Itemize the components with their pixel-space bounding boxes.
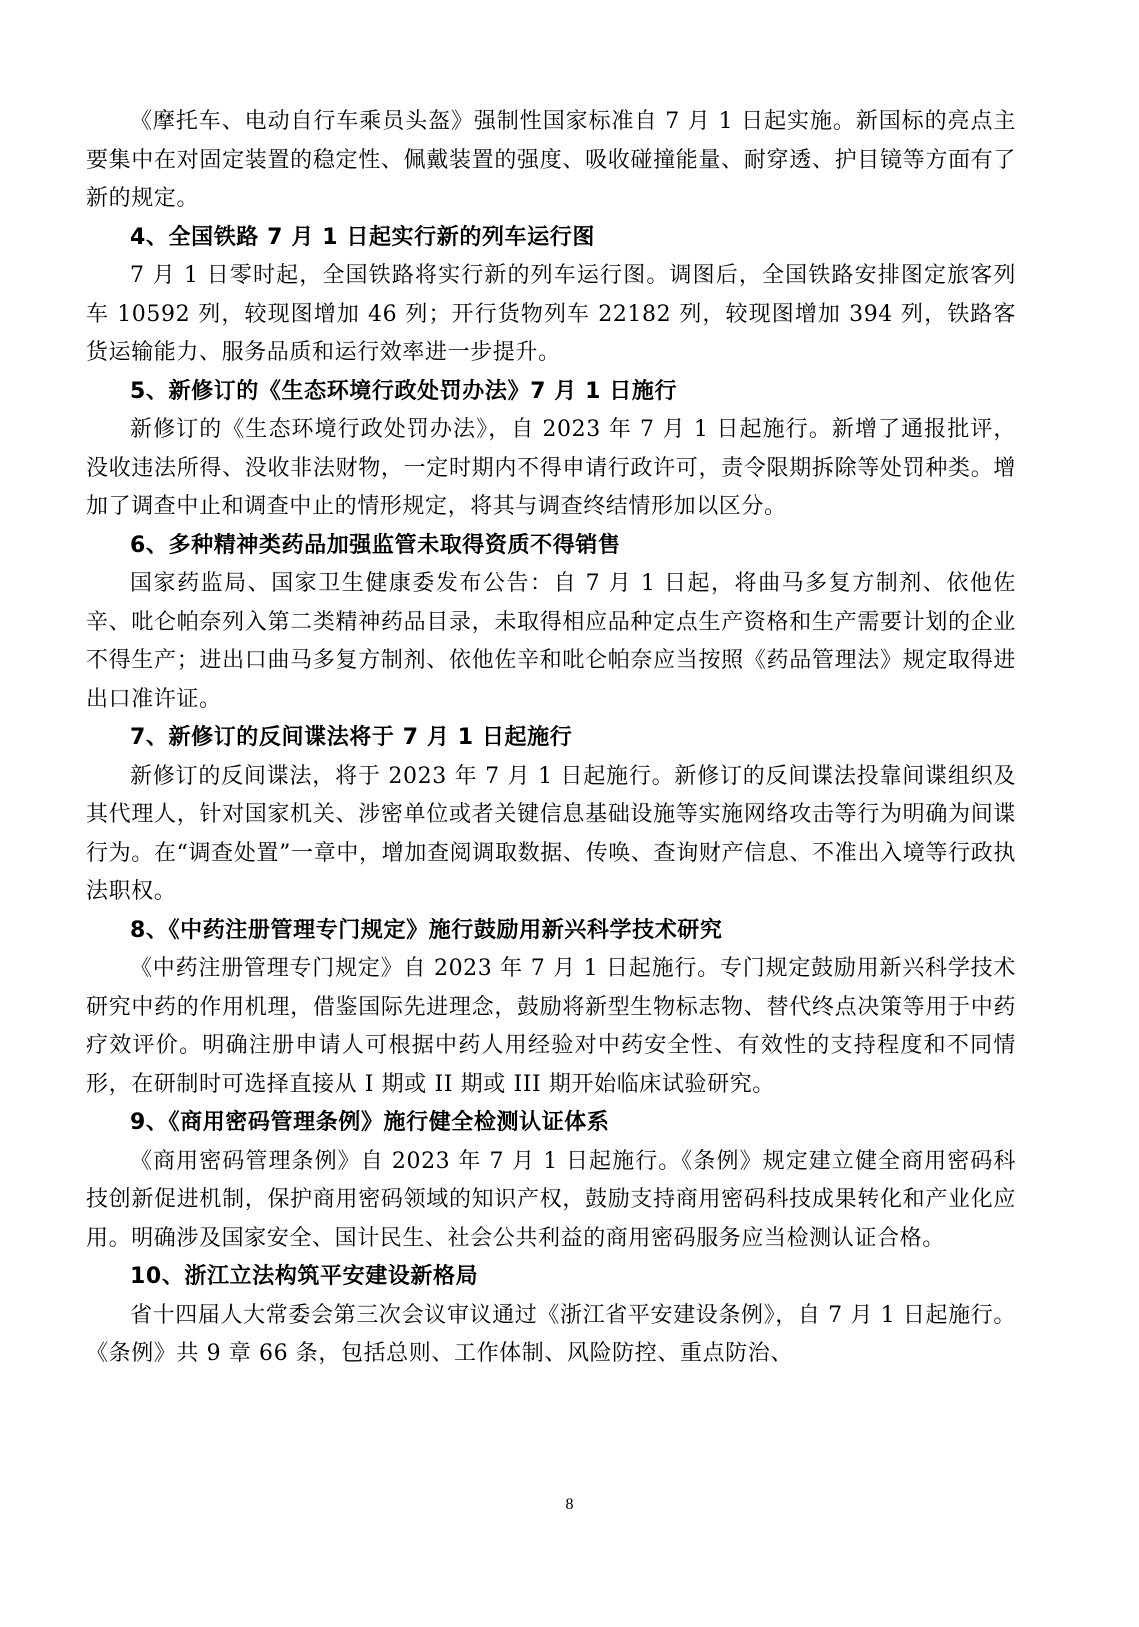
body-paragraph: 7 月 1 日零时起，全国铁路将实行新的列车运行图。调图后，全国铁路安排图定旅客列车 10592 列，较现图增加 46 列；开行货物列车 22182 列，较现图增加 394 列，铁路客货运输能力、服务品质和运行效率进一步提升。 [86,263,1016,365]
document-body [86,103,1016,1374]
body-paragraph: 《商用密码管理条例》自 2023 年 7 月 1 日起施行。《条例》规定建立健全商用密码科技创新促进机制，保护商用密码领域的知识产权，鼓励支持商用密码科技成果转化和产业化应用。明确涉及国家安全、国计民生、社会公共利益的商用密码服务应当检测认证合格。 [86,1148,1016,1251]
section-heading: 7、新修订的反间谍法将于 7 月 1 日起施行 [130,725,573,750]
section-heading: 4、全国铁路 7 月 1 日起实行新的列车运行图 [130,224,595,250]
body-paragraph: 新修订的反间谍法，将于 2023 年 7 月 1 日起施行。新修订的反间谍法投靠间谍组织及其代理人，针对国家机关、涉密单位或者关键信息基础设施等实施网络攻击等行为明确为间谍行为。在“调查处置”一章中，增加查阅调取数据、传唤、查询财产信息、不准出入境等行政执法职权。 [86,763,1016,904]
section-heading: 9、《商用密码管理条例》施行健全检测认证体系 [130,1110,610,1135]
section-heading: 6、多种精神类药品加强监管未取得资质不得销售 [130,532,621,558]
body-paragraph: 《摩托车、电动自行车乘员头盔》强制性国家标准自 7 月 1 日起实施。新国标的亮点主要集中在对固定装置的稳定性、佩戴装置的强度、吸收碰撞能量、耐穿透、护目镜等方面有了新的规定。 [86,109,1016,211]
body-paragraph: 《中药注册管理专门规定》自 2023 年 7 月 1 日起施行。专门规定鼓励用新兴科学技术研究中药的作用机理，借鉴国际先进理念，鼓励将新型生物标志物、替代终点决策等用于中药疗效评价。明确注册申请人可根据中药人用经验对中药安全性、有效性的支持程度和不同情形，在研制时可选择直接从 I 期或 II 期或 III 期开始临床试验研究。 [86,956,1016,1097]
section-heading: 10、浙江立法构筑平安建设新格局 [130,1264,479,1289]
body-paragraph: 省十四届人大常委会第三次会议审议通过《浙江省平安建设条例》，自 7 月 1 日起施行。《条例》共 9 章 66 条，包括总则、工作体制、风险防控、重点防治、 [86,1302,1016,1366]
body-paragraph: 新修订的《生态环境行政处罚办法》，自 2023 年 7 月 1 日起施行。新增了通报批评，没收违法所得、没收非法财物，一定时期内不得申请行政许可，责令限期拆除等处罚种类。增加了调查中止和调查中止的情形规定，将其与调查终结情形加以区分。 [86,417,1016,519]
section-heading: 5、新修订的《生态环境行政处罚办法》7 月 1 日施行 [130,378,678,404]
section-heading: 8、《中药注册管理专门规定》施行鼓励用新兴科学技术研究 [130,917,723,943]
page-number: 8 [565,1496,574,1513]
body-paragraph: 国家药监局、国家卫生健康委发布公告：自 7 月 1 日起，将曲马多复方制剂、依他佐辛、吡仑帕奈列入第二类精神药品目录，未取得相应品种定点生产资格和生产需要计划的企业不得生产；进出口曲马多复方制剂、依他佐辛和吡仑帕奈应当按照《药品管理法》规定取得进出口准许证。 [86,571,1016,712]
